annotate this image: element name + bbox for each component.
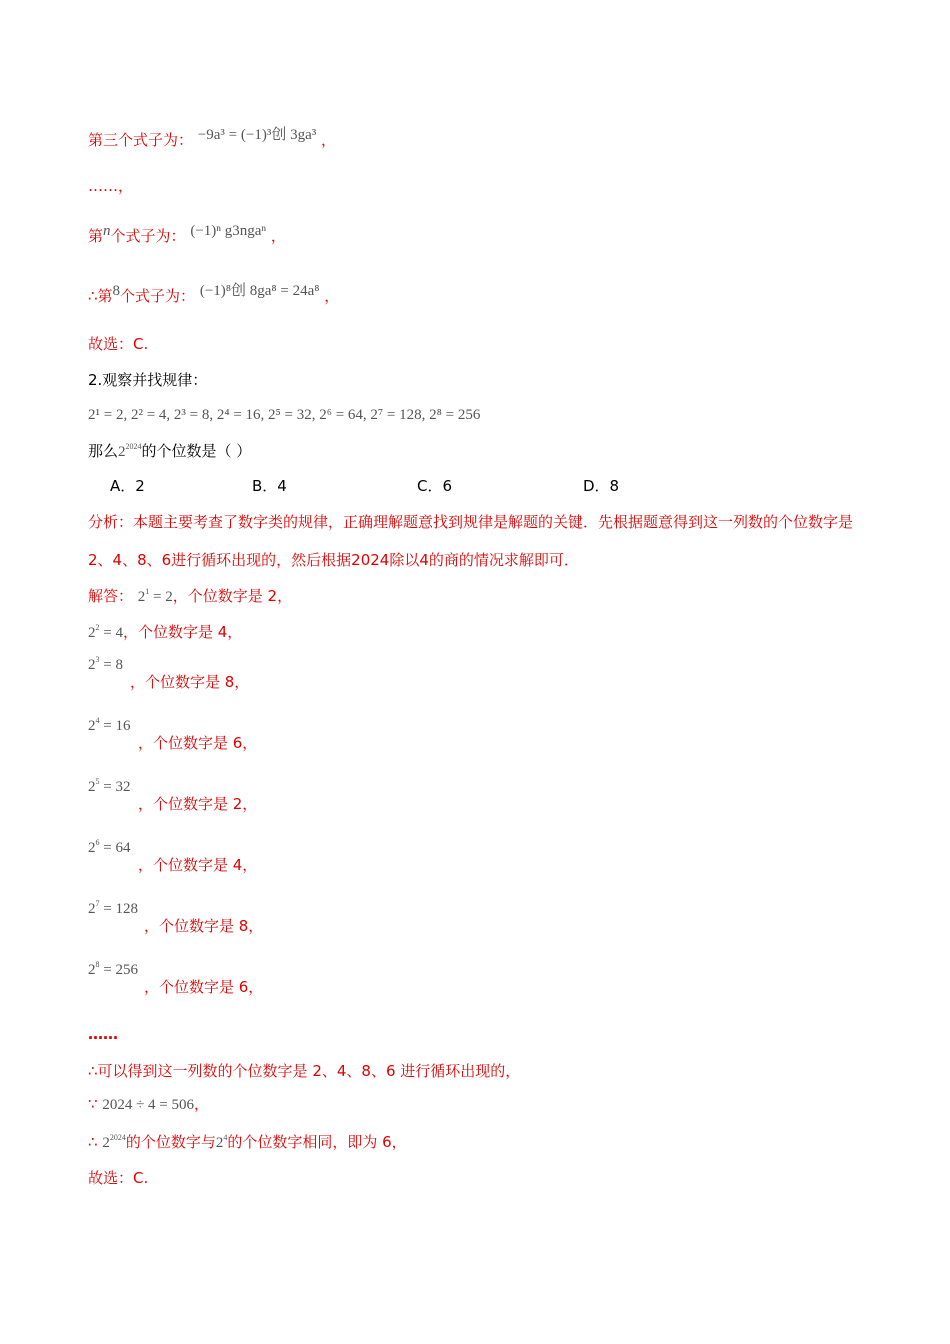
third-label: 第三个式子为： [88,131,194,149]
comma: ， [270,227,286,245]
nth-label-pre: 第 [88,227,104,245]
step-text-3: ，个位数字是 8， [130,673,250,691]
therefore-mid: 的个位数字与 [125,1133,216,1151]
because-comma: ， [194,1095,210,1113]
third-formula: −9a³ = (−1)³创 3ga³ [197,127,317,143]
step-math-2: $2^2 = 4$ [88,623,123,641]
eighth-formula-line [88,283,340,307]
nth-label-post: 个式子为： [110,227,186,245]
therefore-power-2: $2^4$ [215,1133,228,1151]
prompt-pre: 那么 [88,442,119,460]
eighth-label-post: 个式子为： [120,287,196,305]
step-text-5: ，个位数字是 2， [138,795,258,813]
step-math-8: $2^8 = 256$ [88,960,138,978]
ellipsis: ……， [88,177,134,195]
option-c: C．6 [417,477,453,495]
therefore-power: $2^{2024}$ [102,1133,126,1151]
step-text-6: ，个位数字是 4， [138,856,258,874]
power-sequence: 2¹ = 2, 2² = 4, 2³ = 8, 2⁴ = 16, 2⁵ = 32, 2⁶ = 64, 2⁷ = 128, 2⁸ = 256 [88,407,481,423]
therefore-post: 的个位数字相同，即为 6， [227,1133,407,1151]
because-symbol: ∵ [88,1095,98,1113]
eighth-label-pre: ∴第 [88,287,113,305]
eighth-formula: (−1)⁸创 8ga⁸ = 24a⁸ [199,283,320,299]
therefore-symbol: ∴ [88,1133,98,1151]
final-answer: 故选：C. [88,1169,149,1187]
step-line-2 [88,622,242,643]
comma: ， [321,131,337,149]
because-formula: 2024 ÷ 4 = 506 [102,1097,195,1113]
step-math-5: $2^5 = 32$ [88,777,131,795]
prompt-power [118,444,142,460]
step-text-4: ，个位数字是 6， [138,734,258,752]
comma: ， [324,287,340,305]
step-math-6: $2^6 = 64$ [88,838,131,856]
step-math-7: $2^7 = 128$ [88,899,138,917]
step-math-4: $2^4 = 16$ [88,716,131,734]
because-line [88,1094,209,1115]
conclusion-cycle: ∴可以得到这一列数的个位数字是 2、4、8、6 进行循环出现的， [88,1062,521,1080]
step-text-2: ，个位数字是 4， [122,623,243,641]
step-text-7: ，个位数字是 8， [144,917,264,935]
nth-formula: (−1)ⁿ g3ngaⁿ [190,223,267,239]
part1-answer: 故选：C. [88,335,149,353]
analysis-text: 分析：本题主要考查了数字类的规律，正确理解题意找到规律是解题的关键．先根据题意得到这一列数的个位数字是2、4、8、6进行循环出现的，然后根据2024除以4的商的情况求解即可． [88,513,854,569]
prompt-post: 的个位数是（ ） [141,442,252,460]
prompt-base: 2 [118,444,126,460]
question-prompt [88,441,251,462]
step-math-3: $2^3 = 8$ [88,655,123,673]
third-formula-line [88,127,337,151]
option-d: D．8 [583,477,620,495]
option-b: B．4 [252,477,287,495]
answer-label: 解答： [88,587,134,605]
nth-formula-line [88,223,286,247]
step-text-8: ，个位数字是 6， [144,978,264,996]
ellipsis-line [88,176,133,196]
question-title: 2.观察并找规律： [88,371,208,389]
solution-ellipsis: …… [88,1025,118,1043]
answer-line [88,586,292,607]
prompt-exp: 2024 [125,442,142,451]
step-text-1: ，个位数字是 2， [172,587,293,605]
option-a: A．2 [110,477,145,495]
therefore-line [88,1132,407,1153]
step-math-1: $2^1 = 2$ [137,587,173,605]
eighth-label-n: 8 [112,283,121,299]
nth-label-n: n [103,223,111,239]
